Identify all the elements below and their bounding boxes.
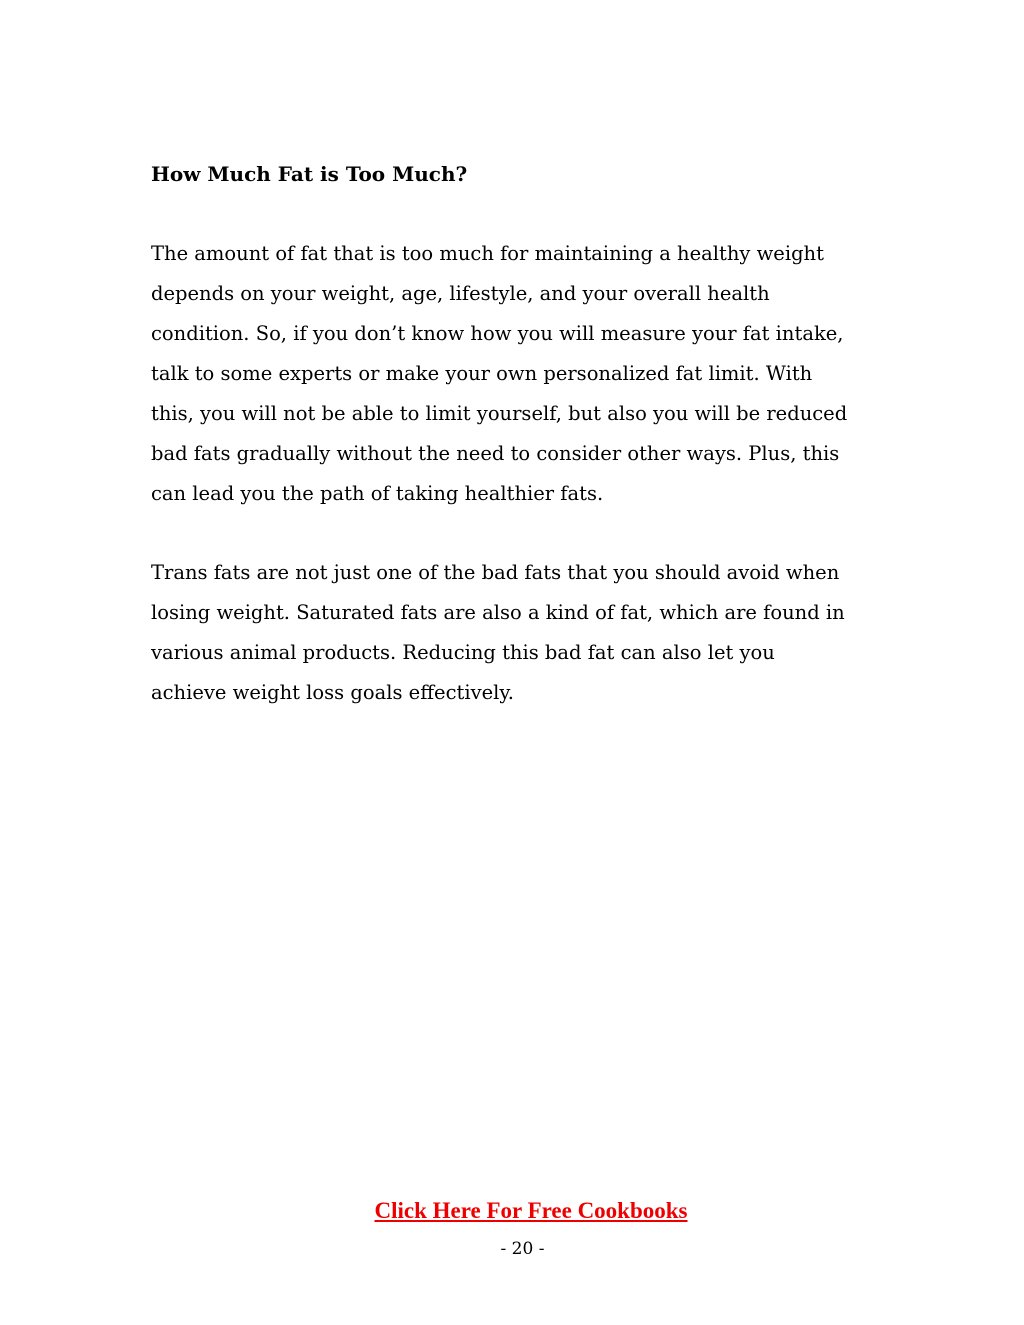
paragraph-1	[151, 234, 847, 514]
section-heading: How Much Fat is Too Much?	[151, 162, 468, 186]
page-number: - 20 -	[500, 1239, 545, 1259]
paragraph-line: this, you will not be able to limit yourself, but also you will be reduced	[151, 402, 848, 425]
paragraph-2	[151, 553, 845, 713]
paragraph-line: condition. So, if you don’t know how you will measure your fat intake,	[151, 322, 844, 345]
paragraph-line: various animal products. Reducing this bad fat can also let you	[151, 641, 775, 664]
paragraph-line: The amount of fat that is too much for maintaining a healthy weight	[151, 242, 824, 265]
paragraph-line: Trans fats are not just one of the bad fats that you should avoid when	[151, 561, 840, 584]
footer-link-container	[0, 1196, 1024, 1226]
paragraph-line: talk to some experts or make your own personalized fat limit. With	[151, 362, 813, 385]
paragraph-line: depends on your weight, age, lifestyle, and your overall health	[151, 282, 770, 305]
paragraph-line: achieve weight loss goals effectively.	[151, 681, 515, 704]
paragraph-line: losing weight. Saturated fats are also a kind of fat, which are found in	[151, 601, 845, 624]
paragraph-line: bad fats gradually without the need to consider other ways. Plus, this	[151, 442, 840, 465]
free-cookbooks-link[interactable]: Click Here For Free Cookbooks	[374, 1198, 688, 1223]
paragraph-line: can lead you the path of taking healthier fats.	[151, 482, 604, 505]
